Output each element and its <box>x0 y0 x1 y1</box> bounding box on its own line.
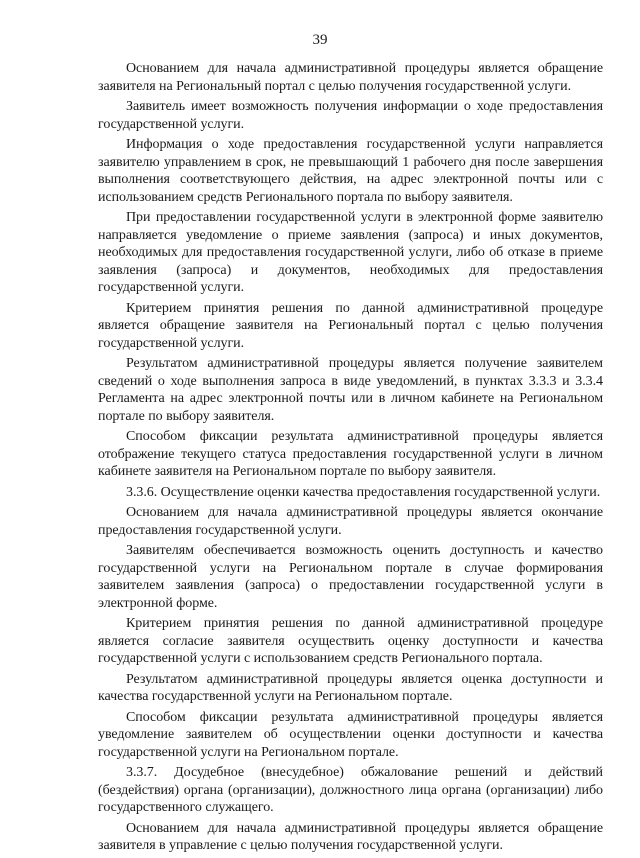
paragraph: Заявителям обеспечивается возможность оценить доступность и качество государственной услуги на Региональном портале в случае формирования заявителем заявления (запроса) о предоставлении государственной услуги в электронной форме. <box>98 543 603 611</box>
paragraph: Результатом административной процедуры является получение заявителем сведений о ходе выполнения запроса в виде уведомлений, в пунктах 3.3.3 и 3.3.4 Регламента на адрес электронной почты или в личном кабинете на Региональном портале по выбору заявителя. <box>98 356 603 424</box>
section-heading-3-3-7: 3.3.7. Досудебное (внесудебное) обжалование решений и действий (бездействия) органа (организации), должностного лица органа (организации) либо государственного служащего. <box>98 765 603 815</box>
paragraph: Критерием принятия решения по данной административной процедуре является согласие заявителя осуществить оценку доступности и качества государственной услуги с использованием средств Регионального портала. <box>98 616 603 666</box>
paragraph: Критерием принятия решения по данной административной процедуре является обращение заявителя на Региональный портал с целью получения государственной услуги. <box>98 300 603 351</box>
paragraph: Способом фиксации результата административной процедуры является отображение текущего статуса предоставления государственной услуги в личном кабинете заявителя на Региональном портале по выбору заявителя. <box>98 429 603 479</box>
section-heading-3-3-6: 3.3.6. Осуществление оценки качества предоставления государственной услуги. <box>126 484 601 500</box>
page-number: 39 <box>312 32 328 48</box>
paragraph: Информация о ходе предоставления государственной услуги направляется заявителю управлением в срок, не превышающий 1 рабочего дня после завершения выполнения соответствующего действия, на адрес электронной почты или с использованием средств Регионального портала по выбору заявителя. <box>98 137 603 205</box>
paragraph: Заявитель имеет возможность получения информации о ходе предоставления государственной услуги. <box>98 99 603 132</box>
paragraph: Основанием для начала административной процедуры является обращение заявителя на Региональный портал с целью получения государственной услуги. <box>98 61 603 94</box>
paragraph: Основанием для начала административной процедуры является окончание предоставления государственной услуги. <box>98 505 603 538</box>
paragraph: Результатом административной процедуры является оценка доступности и качества государственной услуги на Региональном портале. <box>98 671 603 704</box>
document-body <box>98 60 603 858</box>
paragraph: При предоставлении государственной услуги в электронной форме заявителю направляется уведомление о приеме заявления (запроса) и иных документов, необходимых для предоставления государственной услуги, либо об отказе в приеме заявления (запроса) и документов, необходимых для предоставления государственной услуги. <box>98 210 603 295</box>
paragraph: Основанием для начала административной процедуры является обращение заявителя в управление с целью получения государственной услуги. <box>98 820 603 853</box>
paragraph: Способом фиксации результата административной процедуры является уведомление заявителем об осуществлении оценки доступности и качества государственной услуги на Региональном портале. <box>98 709 603 760</box>
